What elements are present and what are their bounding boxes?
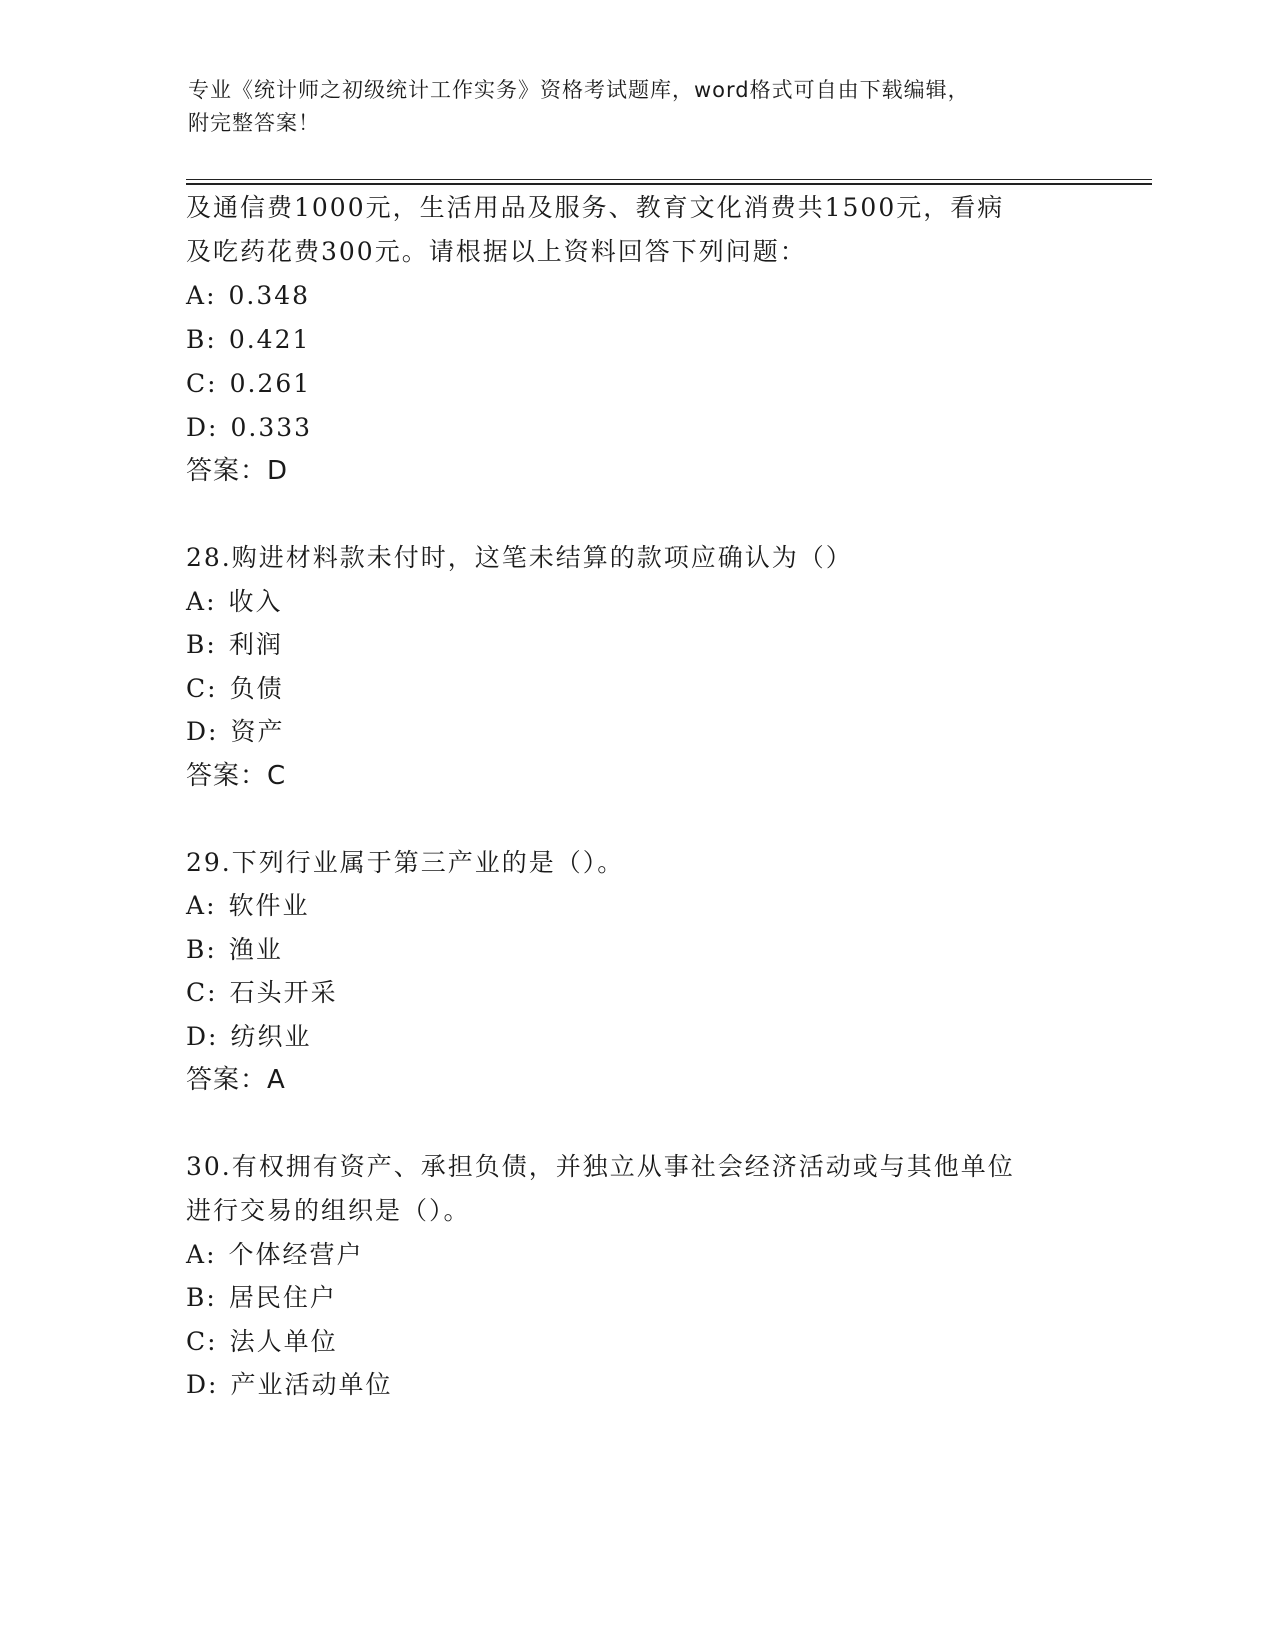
question-stem-line: 30.有权拥有资产、承担负债，并独立从事社会经济活动或与其他单位 [186, 1152, 1015, 1181]
answer-value: D [267, 456, 289, 486]
option-text: 资产 [230, 717, 285, 746]
option-text: 0.333 [230, 413, 313, 442]
option-c: C: 石头开采 [186, 978, 338, 1007]
option-d: D: 产业活动单位 [186, 1370, 393, 1399]
question-stem-line: 及吃药花费300元。请根据以上资料回答下列问题： [186, 237, 807, 266]
option-d: D: 资产 [186, 717, 285, 746]
answer-line: 答案：C [186, 761, 287, 791]
question-stem-line: 进行交易的组织是（）。 [186, 1196, 471, 1225]
option-text: 个体经营户 [228, 1240, 364, 1269]
option-a: A: 软件业 [186, 891, 310, 920]
answer-value: A [267, 1065, 286, 1095]
question-stem-line: 29.下列行业属于第三产业的是（）。 [186, 848, 625, 877]
option-b: B: 居民住户 [186, 1283, 337, 1312]
option-text: 石头开采 [229, 978, 338, 1007]
option-a: A: 收入 [186, 587, 283, 616]
question-stem-line: 及通信费1000元，生活用品及服务、教育文化消费共1500元，看病 [186, 193, 1005, 222]
question-stem-line: 28.购进材料款未付时，这笔未结算的款项应确认为（） [186, 543, 853, 572]
option-text: 0.421 [228, 325, 311, 354]
question-number: 28. [186, 543, 232, 572]
header-line-1: 专业《统计师之初级统计工作实务》资格考试题库，word格式可自由下载编辑， [188, 78, 970, 102]
question-number: 29. [186, 848, 232, 877]
option-text: 0.348 [228, 281, 311, 310]
option-text: 收入 [228, 587, 283, 616]
option-d: D: 0.333 [186, 413, 313, 442]
option-text: 利润 [228, 630, 283, 659]
option-d: D: 纺织业 [186, 1022, 312, 1051]
header-divider-thick [186, 183, 1152, 185]
option-c: C: 负债 [186, 674, 284, 703]
answer-line: 答案：A [186, 1065, 286, 1095]
answer-line: 答案：D [186, 456, 289, 486]
option-text: 0.261 [229, 369, 312, 398]
option-text: 软件业 [228, 891, 310, 920]
option-b: B: 利润 [186, 630, 283, 659]
option-text: 产业活动单位 [230, 1370, 393, 1399]
document-header [188, 74, 1068, 140]
option-text: 负债 [229, 674, 284, 703]
option-b: B: 0.421 [186, 325, 311, 354]
option-c: C: 法人单位 [186, 1327, 338, 1356]
option-b: B: 渔业 [186, 935, 283, 964]
header-divider-thin [186, 179, 1152, 180]
option-a: A: 0.348 [186, 281, 311, 310]
header-line-2: 附完整答案！ [188, 111, 320, 135]
option-text: 纺织业 [230, 1022, 312, 1051]
answer-value: C [267, 761, 287, 791]
option-a: A: 个体经营户 [186, 1240, 364, 1269]
question-number: 30. [186, 1152, 232, 1181]
option-text: 渔业 [228, 935, 283, 964]
option-text: 法人单位 [229, 1327, 338, 1356]
option-text: 居民住户 [228, 1283, 337, 1312]
option-c: C: 0.261 [186, 369, 312, 398]
